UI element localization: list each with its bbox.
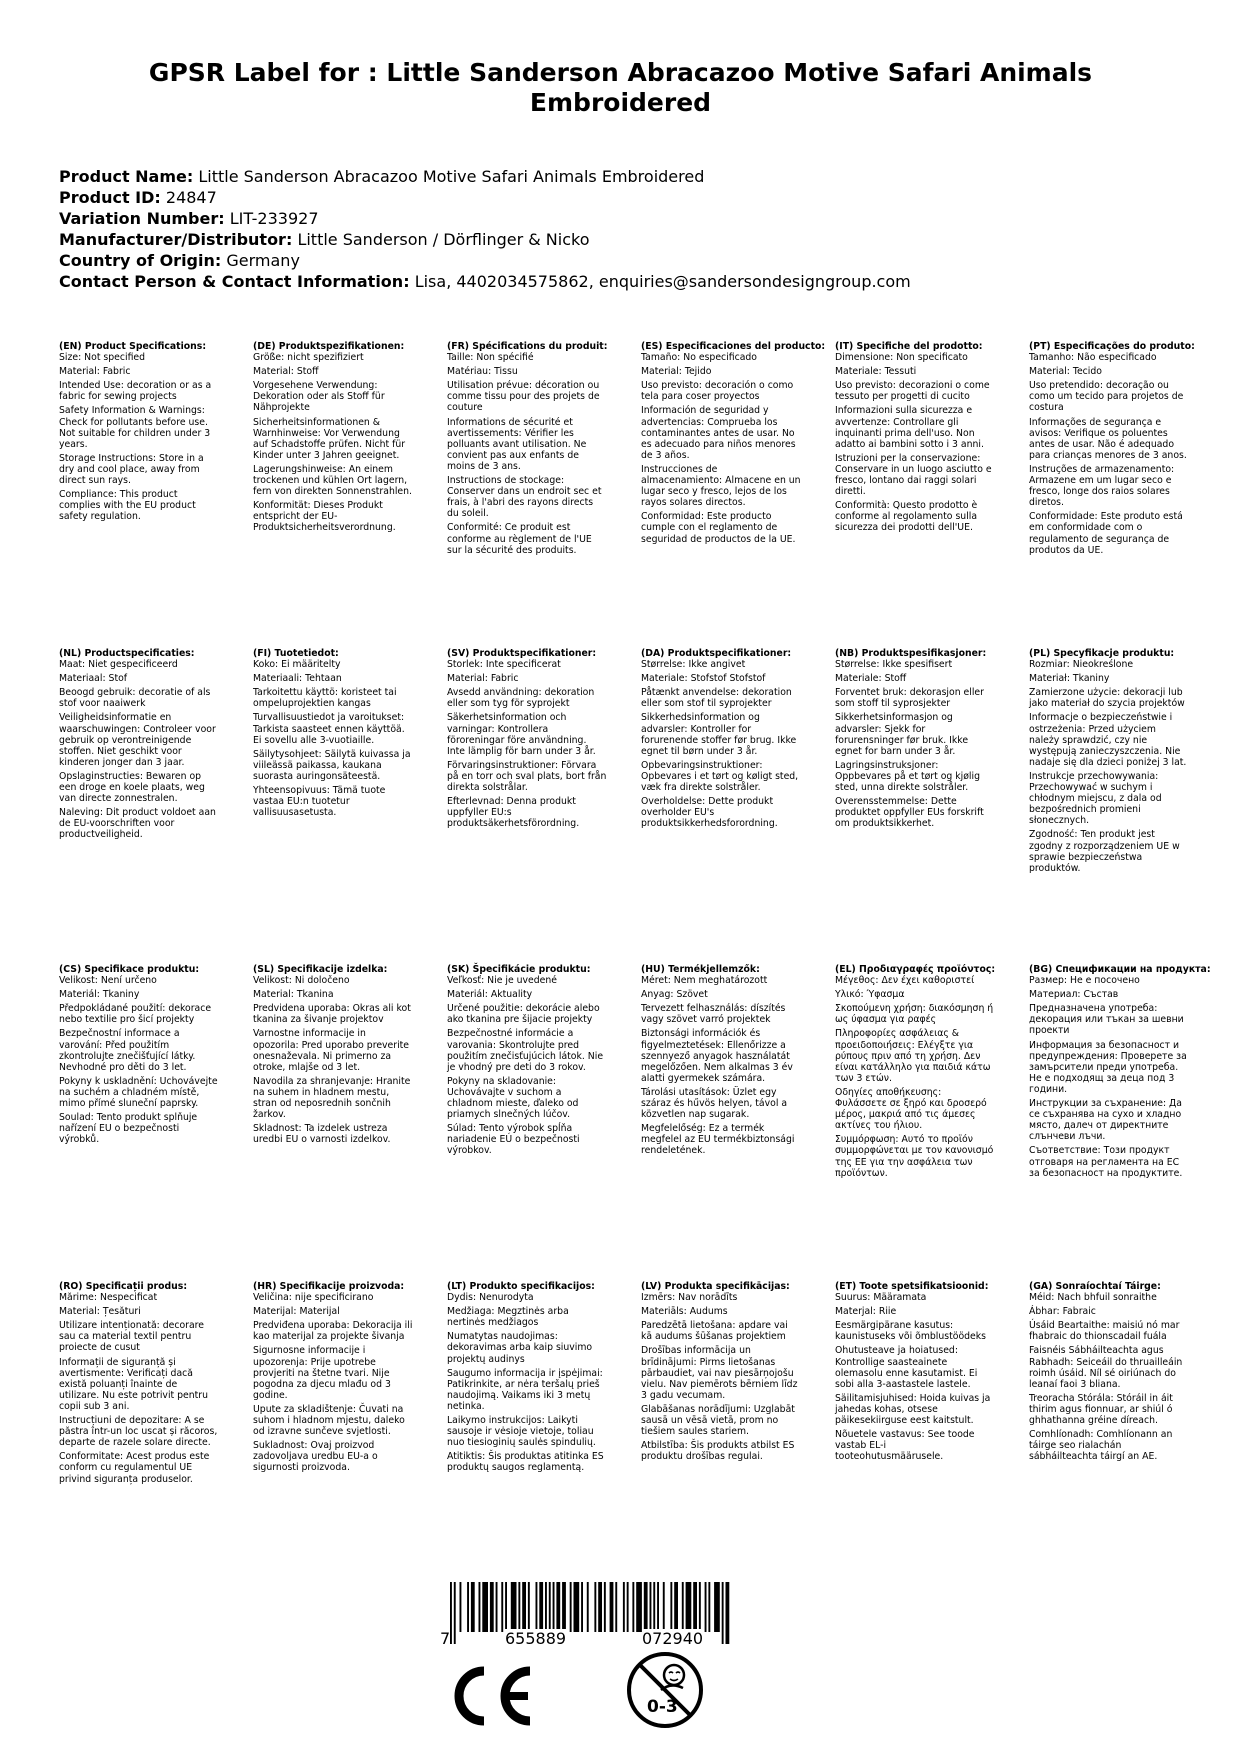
spec-section — [835, 648, 1015, 832]
spec-text: Tervezett felhasználás: díszítés vagy szövet varró projektek — [641, 1003, 786, 1026]
spec-text: Veličina: nije specificirano — [253, 1292, 374, 1304]
spec-text: Размер: Не е посочено — [1029, 975, 1140, 987]
spec-text: Инструкции за съхранение: Да се съхранява на сухо и хладно място, далеч от директните слънчеви лъчи. — [1029, 1098, 1183, 1143]
spec-text: Materiál: Aktuality — [447, 989, 533, 1001]
spec-text: Eesmärgipärane kasutus: kaunistuseks või õmblustöödeks — [835, 1320, 986, 1343]
spec-text: Informations de sécurité et avertissements: Vérifier les polluants avant utilisation. Ne convient pas aux enfants de moins de 3 ans. — [447, 416, 587, 472]
spec-text: Tamanho: Não especificado — [1029, 352, 1157, 364]
spec-section — [447, 1281, 627, 1477]
spec-text: Υλικό: Ύφασμα — [835, 989, 905, 1001]
spec-text: Material: Tejido — [641, 366, 712, 378]
spec-text: Materiál: Tkaniny — [59, 989, 140, 1001]
spec-text: Material: Stoff — [253, 366, 319, 378]
spec-text: Materijal: Materijal — [253, 1306, 340, 1318]
spec-text: Naleving: Dit product voldoet aan de EU-voorschriften voor productveiligheid. — [59, 807, 216, 841]
page-title: GPSR Label for : Little Sanderson Abracazoo Motive Safari Animals Embroidered — [148, 58, 1093, 117]
barcode-bar — [511, 1582, 517, 1632]
spec-section — [641, 964, 821, 1160]
barcode-bar — [722, 1582, 724, 1644]
spec-text: Tamaño: No especificado — [641, 352, 757, 364]
spec-text: Instrukcje przechowywania: Przechowywać w suchym i chłodnym miejscu, z dala od bezpośrednich promieni słonecznych. — [1029, 770, 1162, 827]
spec-text: Informacje o bezpieczeństwie i ostrzeżenia: Przed użyciem należy sprawdzić, czy nie występują zanieczyszczenia. Nie nadaje się dla dzieci poniżej 3 lat. — [1029, 712, 1187, 768]
barcode-bar — [536, 1582, 538, 1632]
spec-text: Drošības informācija un brīdinājumi: Pirms lietošanas pārbaudiet, vai nav piesārņojošu vielu. Nav piemērots bērniem līdz 3 gadu vecumam. — [641, 1345, 798, 1401]
barcode-bar — [636, 1582, 642, 1632]
spec-text: Navodila za shranjevanje: Hranite na suhem in hladnem mestu, stran od neposrednih sončnih žarkov. — [253, 1075, 411, 1121]
spec-text: Materjal: Riie — [835, 1306, 897, 1318]
spec-text: Instructions de stockage: Conserver dans un endroit sec et frais, à l'abri des rayons directs du soleil. — [447, 475, 602, 520]
spec-text: Utilisation prévue: décoration ou comme tissu pour des projets de couture — [447, 380, 600, 414]
spec-text: Efterlevnad: Denna produkt uppfyller EU:s produktsäkerhetsförordning. — [447, 796, 580, 830]
spec-text: Atbilstība: Šis produkts atbilst ES produktu drošības regulai. — [641, 1440, 795, 1463]
spec-text: Předpokládané použití: dekorace nebo textilie pro šicí projekty — [59, 1003, 212, 1026]
barcode-bar — [587, 1582, 589, 1632]
spec-heading: (ET) Toote spetsifikatsioonid: — [835, 1281, 989, 1292]
info-row — [59, 187, 911, 208]
spec-text: Conformité: Ce produit est conforme au règlement de l'UE sur la sécurité des produits. — [447, 522, 592, 556]
spec-heading: (PL) Specyfikacje produktu: — [1029, 648, 1175, 659]
spec-heading: (ES) Especificaciones del producto: — [641, 341, 826, 352]
spec-text: Konformität: Dieses Produkt entspricht der EU-Produktsicherheitsverordnung. — [253, 500, 396, 534]
spec-text: Matériau: Tissu — [447, 366, 518, 378]
spec-text: Intended Use: decoration or as a fabric for sewing projects — [59, 380, 212, 403]
barcode-bar — [644, 1582, 648, 1632]
spec-text: Pokyny na skladovanie: Uchovávajte v suchom a chladnom mieste, ďaleko od priamych slnečných lúčov. — [447, 1075, 579, 1121]
spec-heading: (EN) Product Specifications: — [59, 341, 207, 352]
barcode-bar — [615, 1582, 617, 1632]
spec-heading: (BG) Спецификации на продукта: — [1029, 964, 1211, 975]
barcode-bar — [699, 1582, 701, 1632]
spec-text: Anyag: Szövet — [641, 989, 708, 1001]
info-value: Little Sanderson Abracazoo Motive Safari Animals Embroidered — [198, 167, 705, 186]
spec-text: Instrucțiuni de depozitare: A se păstra într-un loc uscat și răcoros, departe de razele solare directe. — [59, 1415, 218, 1449]
spec-text: Informazioni sulla sicurezza e avvertenze: Controllare gli inquinanti prima dell'uso. Non adatto ai bambini sotto i 3 anni. — [835, 405, 984, 450]
spec-text: Sicherheitsinformationen & Warnhinweise: Vor Verwendung auf Schadstoffe prüfen. Nicht für Kinder unter 3 Jahren geeignet. — [253, 416, 406, 461]
spec-text: Материал: Състав — [1029, 989, 1119, 1001]
barcode-bar — [482, 1582, 488, 1632]
spec-text: Conformidade: Este produto está em conformidade com o regulamento de segurança de produtos da UE. — [1029, 511, 1183, 556]
spec-text: Lagerungshinweise: An einem trockenen und kühlen Ort lagern, fern von direkten Sonnenstrahlen. — [253, 463, 412, 498]
spec-heading: (CS) Specifikace produktu: — [59, 964, 200, 975]
spec-text: Suurus: Määramata — [835, 1292, 927, 1304]
spec-text: Størrelse: Ikke angivet — [641, 659, 746, 671]
spec-section — [447, 648, 627, 832]
spec-text: Opslaginstructies: Bewaren op een droge en koele plaats, weg van directe zonnestralen. — [59, 770, 205, 805]
barcode-bar — [623, 1582, 625, 1632]
spec-heading: (IT) Specifiche del prodotto: — [835, 341, 983, 352]
spec-text: Beoogd gebruik: decoratie of als stof voor naaiwerk — [59, 687, 211, 710]
spec-text: Conformitate: Acest produs este conform cu regulamentul UE privind siguranța produselor. — [59, 1451, 210, 1485]
spec-text: Taille: Non spécifié — [447, 352, 534, 364]
spec-text: Storage Instructions: Store in a dry and cool place, away from direct sun rays. — [59, 452, 204, 487]
spec-text: Pokyny k uskladnění: Uchovávejte na suchém a chladném místě, mimo přímé sluneční paprsky. — [59, 1075, 218, 1110]
barcode-bar — [714, 1582, 720, 1632]
barcode-bar — [553, 1582, 555, 1632]
spec-text: Material: Tecido — [1029, 366, 1102, 378]
spec-section — [1029, 648, 1209, 877]
spec-text: Veiligheidsinformatie en waarschuwingen: Controleer voor gebruik op verontreinigende stoffen. Niet geschikt voor kinderen jonger dan 3 jaar. — [59, 712, 216, 768]
barcode-bar — [479, 1582, 481, 1632]
spec-text: Μέγεθος: Δεν έχει καθοριστεί — [835, 975, 975, 987]
spec-section — [835, 1281, 1015, 1465]
spec-section — [253, 341, 433, 537]
spec-text: Koko: Ei määritelty — [253, 659, 341, 671]
barcode-bar — [501, 1582, 503, 1632]
spec-text: Предназначена употреба: декорация или тъкан за шевни проекти — [1029, 1003, 1184, 1037]
barcode-bar — [674, 1582, 678, 1632]
barcode-bar — [549, 1582, 551, 1632]
spec-text: Turvallisuustiedot ja varoitukset: Tarkista saasteet ennen käyttöä. Ei sovellu alle 3-vuotiaille. — [253, 712, 405, 746]
barcode-bar — [726, 1582, 730, 1644]
spec-text: Σκοπούμενη χρήση: διακόσμηση ή ως ύφασμα για ραφές — [835, 1003, 994, 1026]
barcode-bar — [454, 1582, 456, 1644]
spec-text: Saugumo informacija ir įspėjimai: Patikrinkite, ar nėra teršalų prieš naudojimą. Vaikams iki 3 metų netinka. — [447, 1367, 603, 1412]
spec-text: Paredzētā lietošana: apdare vai kā audums šūšanas projektiem — [641, 1320, 788, 1343]
spec-text: Säilitamisjuhised: Hoida kuivas ja jahedas kohas, otsese päikesekiirguse eest kaitstult. — [835, 1392, 991, 1427]
spec-text: Material: Țesături — [59, 1306, 141, 1318]
spec-text: Safety Information & Warnings: Check for pollutants before use. Not suitable for children under 3 years. — [59, 405, 211, 450]
spec-text: Størrelse: Ikke spesifisert — [835, 659, 953, 671]
barcode-digits-2: 655889 — [505, 1629, 567, 1648]
spec-text: Οδηγίες αποθήκευσης: Φυλάσσετε σε ξηρό και δροσερό μέρος, μακριά από τις άμεσες ακτίνες του ήλιου. — [835, 1086, 987, 1132]
spec-text: Glabāšanas norādījumi: Uzglabāt sausā un vēsā vietā, prom no tiešiem saules stariem. — [641, 1403, 795, 1438]
spec-text: Material: Fabric — [59, 366, 131, 378]
spec-text: Информация за безопасност и предупреждения: Проверете за замърсители преди употреба. Не е подходящ за деца под 3 години. — [1029, 1039, 1187, 1095]
barcode-bar — [686, 1582, 692, 1632]
spec-text: Съответствие: Този продукт отговаря на регламента на ЕС за безопасност на продуктите. — [1029, 1145, 1183, 1179]
barcode-bar — [594, 1582, 596, 1632]
spec-section — [253, 648, 433, 821]
spec-text: Utilizare intenționată: decorare sau ca material textil pentru proiecte de cusut — [59, 1320, 205, 1354]
spec-text: Συμμόρφωση: Αυτό το προϊόν συμμορφώνεται με τον κανονισμό της ΕΕ για την ασφάλεια των προϊόντων. — [835, 1134, 994, 1179]
barcode-bar — [657, 1582, 659, 1632]
barcode-bar — [518, 1582, 520, 1632]
age-warning-label: 0-3 — [647, 1697, 678, 1717]
spec-text: Materiale: Stoff — [835, 673, 907, 685]
spec-text: Tárolási utasítások: Üzlet egy száraz és hűvös helyen, távol a közvetlen nap sugarak. — [641, 1086, 788, 1121]
spec-section — [1029, 1281, 1209, 1465]
info-row — [59, 271, 911, 292]
barcode-bar — [682, 1582, 684, 1632]
barcode-bar — [598, 1582, 602, 1632]
spec-text: Uso pretendido: decoração ou como um tecido para projetos de costura — [1029, 380, 1184, 414]
info-label: Contact Person & Contact Information: — [59, 272, 410, 291]
spec-text: Conformità: Questo prodotto è conforme al regolamento sulla sicurezza dei prodotti dell'UE. — [835, 500, 978, 534]
spec-text: Ohutusteave ja hoiatused: Kontrollige saasteainete olemasolu enne kasutamist. Ei sobi alla 3-aastastele lastele. — [835, 1345, 978, 1390]
spec-text: Varnostne informacije in opozorila: Pred uporabo preverite onesnaževala. Ni primerno za otroke, mlajše od 3 let. — [253, 1028, 410, 1073]
barcode-bar — [496, 1582, 498, 1632]
spec-heading: (HU) Termékjellemzők: — [641, 964, 760, 975]
info-value: Lisa, 4402034575862, enquiries@sandersondesigngroup.com — [414, 272, 911, 291]
spec-section — [641, 648, 821, 832]
barcode-bar — [450, 1582, 452, 1644]
spec-text: Uso previsto: decoración o como tela para coser proyectos — [641, 380, 794, 403]
spec-text: Informații de siguranță și avertismente: Verificați dacă există poluanți înainte de utilizare. Nu este potrivit pentru copii sub 3 ani. — [59, 1356, 208, 1412]
spec-text: Upute za skladištenje: Čuvati na suhom i hladnom mjestu, daleko od izravne sunčeve svjetlosti. — [253, 1403, 405, 1438]
info-row — [59, 250, 911, 271]
barcode-bar — [471, 1582, 475, 1632]
info-value: Germany — [226, 251, 300, 270]
spec-text: Materiał: Tkaniny — [1029, 673, 1110, 685]
barcode-bar — [581, 1582, 583, 1632]
spec-heading: (GA) Sonraíochtaí Táirge: — [1029, 1281, 1161, 1292]
spec-text: Veľkosť: Nie je uvedené — [447, 975, 557, 987]
info-row — [59, 229, 911, 250]
spec-text: Predvidena uporaba: Okras ali kot tkanina za šivanje projektov — [253, 1003, 411, 1026]
spec-text: Materiale: Stofstof Stofstof — [641, 673, 766, 685]
barcode-bar — [708, 1582, 710, 1632]
spec-text: Treoracha Stórála: Stóráil in áit thirim agus fionnuar, ar shiúl ó ghhathanna gréine díreach. — [1029, 1392, 1173, 1427]
barcode-bar — [467, 1582, 469, 1632]
barcode-digits-3: 072940 — [642, 1629, 704, 1648]
info-label: Product ID: — [59, 188, 161, 207]
spec-section — [59, 341, 239, 525]
info-row — [59, 166, 911, 187]
spec-text: Säilytysohjeet: Säilytä kuivassa ja viileässä paikassa, kaukana suorasta auringonsäteestä. — [253, 748, 411, 782]
spec-heading: (NB) Produktspesifikasjoner: — [835, 648, 987, 659]
spec-heading: (DA) Produktspecifikationer: — [641, 648, 792, 659]
spec-text: Πληροφορίες ασφάλειας & προειδοποιήσεις: Ελέγξτε για ρύπους πριν από τη χρήση. Δεν είναι κατάλληλο για παιδιά κάτω των 3 ετών. — [835, 1028, 991, 1084]
spec-heading: (PT) Especificações do produto: — [1029, 341, 1195, 352]
barcode-bar — [570, 1582, 572, 1632]
barcode-bar — [693, 1582, 697, 1632]
barcode-bar — [705, 1582, 707, 1632]
barcode-bar — [545, 1582, 547, 1632]
spec-text: Size: Not specified — [59, 352, 146, 364]
spec-text: Úsáid Beartaithe: maisiú nó mar fhabraic do thionscadail fuála — [1029, 1320, 1180, 1343]
barcode-bar — [670, 1582, 672, 1632]
spec-heading: (SL) Specifikacije izdelka: — [253, 964, 388, 975]
spec-text: Biztonsági információk és figyelmeztetések: Ellenőrizze a szennyező anyagok használatát megelőzően. Nem alkalmas 3 év alatti gyermekek számára. — [641, 1028, 793, 1084]
barcode-bar — [490, 1582, 494, 1632]
spec-text: Overensstemmelse: Dette produktet oppfyller EUs forskrift om produktsikkerhet. — [835, 796, 984, 830]
spec-text: Skladnost: Ta izdelek ustreza uredbi EU o varnosti izdelkov. — [253, 1123, 391, 1146]
info-label: Country of Origin: — [59, 251, 222, 270]
spec-text: Conformidad: Este producto cumple con el reglamento de seguridad de productos de la UE. — [641, 511, 796, 545]
barcode-bar — [663, 1582, 665, 1632]
info-value: Little Sanderson / Dörflinger & Nicko — [297, 230, 590, 249]
spec-text: Mărime: Nespecificat — [59, 1292, 158, 1304]
spec-text: Yhteensopivuus: Tämä tuote vastaa EU:n tuotetur vallisuusasetusta. — [253, 785, 386, 819]
spec-heading: (FR) Spécifications du produit: — [447, 341, 608, 352]
spec-section — [641, 341, 826, 548]
spec-text: Tarkoitettu käyttö: koristeet tai ompeluprojektien kangas — [253, 687, 397, 710]
spec-text: Sukladnost: Ovaj proizvod zadovoljava uredbu EU-a o sigurnosti proizvoda. — [253, 1440, 378, 1474]
barcode-bar — [653, 1582, 655, 1632]
spec-text: Overholdelse: Dette produkt overholder EU's produktsikkerhedsforordning. — [641, 796, 778, 830]
barcode-bar — [539, 1582, 543, 1632]
spec-text: Vorgesehene Verwendung: Dekoration oder als Stoff für Nähprojekte — [253, 380, 385, 414]
spec-text: Forventet bruk: dekorasjon eller som stoff til syprosjekter — [835, 687, 984, 710]
barcode-bar — [460, 1582, 462, 1632]
spec-text: Bezpečnostní informace a varování: Před použitím zkontrolujte znečišťující látky. Nevhodné pro děti do 3 let. — [59, 1028, 196, 1073]
spec-text: Rozmiar: Nieokreślone — [1029, 659, 1134, 671]
info-value: 24847 — [165, 188, 217, 207]
spec-text: Zamierzone użycie: dekoracji lub jako materiał do szycia projektów — [1029, 687, 1185, 710]
spec-text: Comhlíonadh: Comhlíonann an táirge seo rialachán sábháilteachta táirgí an AE. — [1029, 1429, 1173, 1463]
spec-text: Súlad: Tento výrobok spĺňa nariadenie EÚ o bezpečnosti výrobkov. — [447, 1123, 580, 1157]
spec-text: Lagringsinstruksjoner: Oppbevares på et tørt og kjølig sted, unna direkte solstråler. — [835, 759, 980, 794]
spec-text: Nõuetele vastavus: See toode vastab EL-i tooteohutusmäärusele. — [835, 1429, 975, 1463]
spec-text: Sigurnosne informacije i upozorenja: Prije upotrebe provjeriti na štetne tvari. Nije pogodna za djecu mlađu od 3 godine. — [253, 1345, 391, 1401]
spec-section — [59, 648, 239, 844]
spec-heading: (SK) Špecifikácie produktu: — [447, 964, 591, 975]
spec-text: Opbevaringsinstruktioner: Opbevares i et tørt og køligt sted, væk fra direkte solstråler. — [641, 759, 799, 794]
barcode-bar — [610, 1582, 614, 1632]
spec-heading: (LV) Produkta specifikācijas: — [641, 1281, 790, 1292]
product-info — [59, 166, 911, 292]
spec-heading: (RO) Specificații produs: — [59, 1281, 188, 1292]
spec-text: Uso previsto: decorazioni o come tessuto per progetti di cucito — [835, 380, 990, 403]
spec-text: Material: Tkanina — [253, 989, 334, 1001]
spec-text: Zgodność: Ten produkt jest zgodny z rozporządzeniem UE w sprawie bezpieczeństwa produktów. — [1029, 829, 1180, 874]
spec-section — [253, 1281, 433, 1477]
spec-text: Medžiaga: Megztinės arba nertinės medžiagos — [447, 1306, 569, 1329]
spec-section — [253, 964, 433, 1148]
spec-text: Laikymo instrukcijos: Laikyti sausoje ir vėsioje vietoje, toliau nuo tiesioginių saulės spindulių. — [447, 1415, 596, 1449]
spec-heading: (DE) Produktspezifikationen: — [253, 341, 405, 352]
spec-heading: (FI) Tuotetiedot: — [253, 648, 339, 659]
spec-text: Förvaringsinstruktioner: Förvara på en torr och sval plats, bort från direkta solstrålar. — [447, 759, 607, 794]
barcode-bar — [556, 1582, 560, 1632]
spec-text: Velikost: Není určeno — [59, 975, 157, 987]
spec-text: Numatytas naudojimas: dekoravimas arba kaip siuvimo projektų audinys — [447, 1331, 593, 1365]
spec-text: Instruções de armazenamento: Armazene em um lugar seco e fresco, longe dos raios solares diretos. — [1029, 463, 1175, 509]
spec-text: Material: Fabric — [447, 673, 519, 685]
spec-text: Materiaali: Tehtaan — [253, 673, 342, 685]
spec-text: Soulad: Tento produkt splňuje nařízení EU o bezpečnosti výrobků. — [59, 1112, 198, 1146]
barcode-digit-1: 7 — [440, 1629, 451, 1648]
spec-text: Dydis: Nenurodyta — [447, 1292, 534, 1304]
spec-text: Información de seguridad y advertencias: Comprueba los contaminantes antes de usar. No es adecuado para niños menores de 3 años. — [641, 405, 796, 461]
spec-heading: (NL) Productspecificaties: — [59, 648, 195, 659]
spec-text: Storlek: Inte specificerat — [447, 659, 561, 671]
barcode-bar — [562, 1582, 566, 1632]
spec-text: Maat: Niet gespecificeerd — [59, 659, 178, 671]
spec-text: Velikost: Ni določeno — [253, 975, 350, 987]
spec-section — [835, 341, 1015, 537]
spec-text: Bezpečnostné informácie a varovania: Skontrolujte pred použitím znečisťujúcich látok. Nie je vhodný pre deti do 3 rokov. — [447, 1028, 604, 1073]
spec-section — [835, 964, 1015, 1182]
spec-heading: (SV) Produktspecifikationer: — [447, 648, 597, 659]
spec-text: Materiāls: Audums — [641, 1306, 728, 1318]
spec-heading: (LT) Produkto specifikacijos: — [447, 1281, 595, 1292]
ce-mark-icon — [450, 1665, 536, 1727]
spec-text: Sikkerhedsinformation og advarsler: Kontroller for forurenende stoffer før brug. Ikke egnet til børn under 3 år. — [641, 712, 797, 757]
info-label: Variation Number: — [59, 209, 225, 228]
spec-text: Istruzioni per la conservazione: Conservare in un luogo asciutto e fresco, lontano dai raggi solari diretti. — [835, 452, 992, 498]
info-label: Manufacturer/Distributor: — [59, 230, 293, 249]
spec-text: Atitiktis: Šis produktas atitinka ES produktų saugos reglamentą. — [447, 1451, 604, 1474]
spec-text: Materiale: Tessuti — [835, 366, 917, 378]
spec-section — [641, 1281, 821, 1465]
spec-heading: (HR) Specifikacije proizvoda: — [253, 1281, 405, 1292]
barcode-bar — [522, 1582, 526, 1632]
barcode-bar — [604, 1582, 606, 1632]
spec-section — [59, 964, 239, 1148]
spec-text: Größe: nicht spezifiziert — [253, 352, 364, 364]
info-label: Product Name: — [59, 167, 194, 186]
spec-text: Avsedd användning: dekoration eller som tyg för syprojekt — [447, 687, 595, 710]
barcode-bar — [505, 1582, 507, 1632]
spec-text: Určené použitie: dekorácie alebo ako tkanina pre šijacie projekty — [447, 1003, 600, 1026]
spec-text: Megfelelőség: Ez a termék megfelel az EU termékbiztonsági rendeletének. — [641, 1123, 795, 1157]
barcode-bar — [632, 1582, 634, 1632]
not-for-children-0-3-icon — [625, 1650, 705, 1730]
spec-text: Dimensione: Non specificato — [835, 352, 968, 364]
spec-text: Ábhar: Fabraic — [1029, 1306, 1096, 1318]
spec-heading: (EL) Προδιαγραφές προϊόντος: — [835, 964, 996, 975]
spec-text: Izmērs: Nav norādīts — [641, 1292, 738, 1304]
spec-text: Faisnéis Sábháilteachta agus Rabhadh: Seiceáil do thruailleáin roimh úsáid. Níl sé oiriúnach do leanaí faoi 3 bliana. — [1029, 1345, 1183, 1390]
barcode-bar — [574, 1582, 580, 1632]
info-row — [59, 208, 911, 229]
spec-text: Méid: Nach bhfuil sonraithe — [1029, 1292, 1157, 1304]
ce-mark-text: CE — [450, 1665, 452, 1666]
spec-section — [59, 1281, 239, 1488]
spec-text: Instrucciones de almacenamiento: Almacene en un lugar seco y fresco, lejos de los rayos solares directos. — [641, 463, 801, 509]
spec-text: Informações de segurança e avisos: Verifique os poluentes antes de usar. Não é adequado para crianças menores de 3 anos. — [1029, 416, 1187, 461]
spec-text: Säkerhetsinformation och varningar: Kontrollera föroreningar före användning. Inte lämplig för barn under 3 år. — [447, 712, 596, 757]
spec-section — [447, 341, 627, 559]
spec-text: Méret: Nem meghatározott — [641, 975, 768, 987]
spec-section — [1029, 341, 1209, 559]
spec-text: Compliance: This product complies with the EU product safety regulation. — [59, 489, 196, 523]
spec-text: Sikkerhetsinformasjon og advarsler: Sjekk for forurensninger før bruk. Ikke egnet for barn under 3 år. — [835, 712, 969, 757]
barcode-bar — [627, 1582, 629, 1632]
spec-section — [447, 964, 627, 1160]
spec-text: Påtænkt anvendelse: dekoration eller som stof til syprojekter — [641, 687, 792, 710]
barcode-bar — [528, 1582, 530, 1632]
spec-text: Predviđena uporaba: Dekoracija ili kao materijal za projekte šivanja — [253, 1320, 413, 1343]
spec-section — [1029, 964, 1209, 1182]
info-value: LIT-233927 — [229, 209, 319, 228]
spec-text: Materiaal: Stof — [59, 673, 128, 685]
